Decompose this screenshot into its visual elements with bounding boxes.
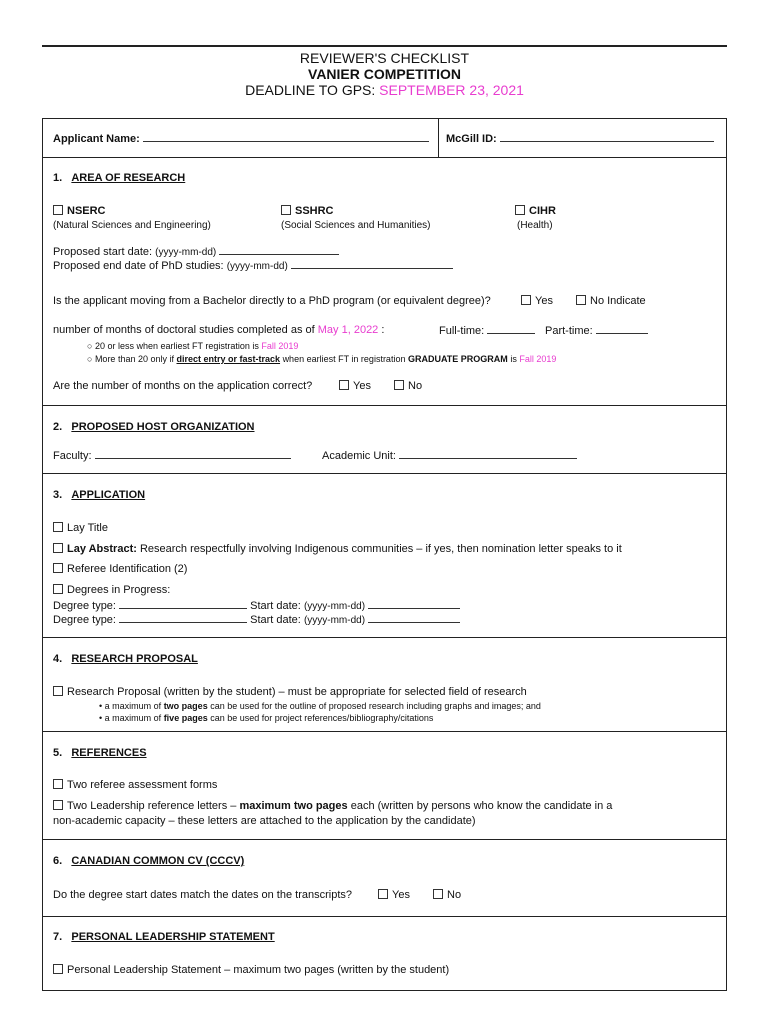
mcgill-id-label: McGill ID: (446, 133, 497, 145)
checkbox-icon (53, 686, 63, 696)
bullet-text: can be used for project references/bibliography/citations (210, 713, 434, 723)
fulltime-line (487, 324, 535, 334)
lay-title-label: Lay Title (67, 522, 108, 534)
divider (43, 916, 726, 917)
section-4-number: 4. (53, 653, 63, 665)
parttime-label: Part-time: (545, 325, 593, 337)
research-proposal-checkbox[interactable] (53, 686, 527, 698)
bullet-program: GRADUATE PROGRAM (407, 354, 508, 364)
checkbox-icon (515, 205, 525, 215)
checkbox-icon (378, 889, 388, 899)
degree-type-label: Degree type: (53, 600, 116, 612)
checklist-frame (42, 118, 727, 991)
section-6-heading (53, 855, 244, 867)
cccv-no-checkbox[interactable] (433, 889, 461, 901)
applicant-name-label: Applicant Name: (53, 133, 140, 145)
divider (43, 473, 726, 474)
divider (43, 637, 726, 638)
divider (43, 157, 726, 158)
cccv-yes-checkbox[interactable] (378, 889, 410, 901)
parttime-field[interactable] (545, 324, 648, 337)
mcgill-id-field[interactable] (446, 132, 714, 145)
degree-row-1[interactable] (53, 599, 460, 612)
lay-abstract-label: Lay Abstract: (67, 543, 137, 555)
leadership-letters-text: each (written by persons who know the candidate in a (350, 800, 613, 812)
degrees-checkbox[interactable] (53, 584, 170, 596)
deadline-date: SEPTEMBER 23, 2021 (379, 82, 524, 98)
bullet-text: is (510, 354, 517, 364)
moving-question: Is the applicant moving from a Bachelor directly to a PhD program (or equivalent degree)? (53, 295, 491, 307)
section-3-number: 3. (53, 489, 63, 501)
section-6-number: 6. (53, 855, 63, 867)
lay-abstract-text: Research respectfully involving Indigenous communities – if yes, then nomination letter speaks to it (139, 543, 622, 555)
bullet-text: a maximum of (104, 713, 162, 723)
leadership-statement-label: Personal Leadership Statement – maximum two pages (written by the student) (67, 964, 450, 976)
date-format: (yyyy-mm-dd) (303, 615, 366, 626)
bullet-text: a maximum of (104, 701, 162, 711)
bullet-term: Fall 2019 (519, 354, 557, 364)
deadline-label: DEADLINE TO GPS: (245, 82, 376, 98)
section-7-title: PERSONAL LEADERSHIP STATEMENT (71, 931, 275, 943)
start-date-label: Start date: (250, 600, 301, 612)
fulltime-field[interactable] (439, 324, 535, 337)
leadership-letters-emphasis: maximum two pages (239, 800, 348, 812)
research-proposal-label: Research Proposal (written by the student) – must be appropriate for selected field of research (67, 686, 527, 698)
cihr-label: CIHR (529, 205, 556, 217)
section-4-heading (53, 653, 198, 665)
months-text: number of months of doctoral studies completed as of (53, 324, 315, 336)
checkbox-icon (433, 889, 443, 899)
yes-label: Yes (392, 889, 410, 901)
sshrc-sub: (Social Sciences and Humanities) (281, 220, 431, 231)
form-title: REVIEWER'S CHECKLIST (299, 50, 470, 66)
leadership-statement-checkbox[interactable] (53, 964, 449, 976)
checkbox-icon (53, 779, 63, 789)
checkbox-icon (339, 380, 349, 390)
degree-type-line (119, 599, 247, 609)
checkbox-icon (53, 964, 63, 974)
section-5-heading (53, 747, 147, 759)
proposal-bullet-1: • a maximum of two pages can be used for the outline of proposed research including graphs and images; and (99, 701, 541, 711)
degree-type-line (119, 613, 247, 623)
lay-abstract-checkbox[interactable] (53, 543, 622, 555)
section-1-heading (53, 172, 185, 184)
bullet-text: can be used for the outline of proposed research including graphs and images; and (210, 701, 541, 711)
leadership-letters-label: Two Leadership reference letters – (67, 800, 237, 812)
checkbox-icon (394, 380, 404, 390)
sshrc-checkbox[interactable] (281, 205, 334, 217)
end-date-line (291, 259, 453, 269)
checkbox-icon (53, 584, 63, 594)
checkbox-icon (53, 800, 63, 810)
section-1-title: AREA OF RESEARCH (71, 172, 186, 184)
checkbox-icon (53, 543, 63, 553)
no-label: No (447, 889, 462, 901)
faculty-field[interactable] (53, 449, 291, 462)
divider (43, 405, 726, 406)
cccv-question: Do the degree start dates match the dates on the transcripts? (53, 889, 353, 901)
bullet-emphasis: direct entry or fast-track (176, 354, 281, 364)
start-date-label: Proposed start date: (53, 246, 153, 258)
section-2-title: PROPOSED HOST ORGANIZATION (71, 421, 255, 433)
section-3-title: APPLICATION (71, 489, 146, 501)
correct-yes-checkbox[interactable] (339, 380, 371, 392)
end-date-label: Proposed end date of PhD studies: (53, 260, 224, 272)
sshrc-label: SSHRC (295, 205, 334, 217)
checkbox-icon (576, 295, 586, 305)
form-subtitle: VANIER COMPETITION (308, 66, 461, 82)
referee-forms-checkbox[interactable] (53, 779, 217, 791)
applicant-name-field[interactable] (53, 132, 429, 145)
leadership-letters-checkbox[interactable] (53, 800, 612, 812)
start-date-line (219, 245, 339, 255)
months-colon: : (381, 324, 385, 336)
checkbox-icon (53, 563, 63, 573)
cihr-checkbox[interactable] (515, 205, 556, 217)
months-date: May 1, 2022 (317, 324, 379, 336)
section-3-heading (53, 489, 145, 501)
cihr-sub: (Health) (517, 220, 553, 231)
academic-unit-label: Academic Unit: (322, 450, 396, 462)
referee-forms-label: Two referee assessment forms (67, 779, 218, 791)
date-format: (yyyy-mm-dd) (226, 261, 288, 272)
bullet-emphasis: five pages (163, 713, 208, 723)
nserc-sub: (Natural Sciences and Engineering) (53, 220, 211, 231)
moving-no-indicate-checkbox[interactable] (576, 295, 646, 307)
nserc-checkbox[interactable] (53, 205, 106, 217)
date-format: (yyyy-mm-dd) (155, 247, 217, 258)
no-indicate-label: No Indicate (590, 295, 646, 307)
section-6-title: CANADIAN COMMON CV (CCCV) (71, 855, 245, 867)
deadline (42, 82, 727, 98)
degree-row-2[interactable] (53, 613, 460, 626)
section-2-heading (53, 421, 255, 433)
bullet-term: Fall 2019 (261, 341, 299, 351)
nserc-label: NSERC (67, 205, 106, 217)
faculty-line (95, 449, 291, 459)
top-rule (42, 45, 727, 47)
checkbox-icon (53, 205, 63, 215)
proposal-bullet-2: • a maximum of five pages can be used for project references/bibliography/citations (99, 713, 434, 723)
bullet-text: when earliest FT in registration (282, 354, 406, 364)
degrees-label: Degrees in Progress: (67, 584, 171, 596)
yes-label: Yes (353, 380, 371, 392)
degree-type-label: Degree type: (53, 614, 116, 626)
start-date-label: Start date: (250, 614, 301, 626)
section-5-title: REFERENCES (71, 747, 147, 759)
months-bullet-1: ○ 20 or less when earliest FT registration is Fall 2019 (87, 341, 299, 351)
academic-unit-field[interactable] (322, 449, 577, 462)
checkbox-icon (53, 522, 63, 532)
section-4-title: RESEARCH PROPOSAL (71, 653, 198, 665)
date-format: (yyyy-mm-dd) (303, 601, 366, 612)
checkbox-icon (521, 295, 531, 305)
academic-unit-line (399, 449, 577, 459)
parttime-line (596, 324, 648, 334)
checkbox-icon (281, 205, 291, 215)
start-date-line (368, 613, 460, 623)
lay-title-checkbox[interactable] (53, 522, 108, 534)
moving-yes-checkbox[interactable] (521, 295, 553, 307)
bullet-emphasis: two pages (163, 701, 208, 711)
no-label: No (408, 380, 423, 392)
mcgill-id-line (500, 132, 714, 142)
months-label (53, 324, 384, 336)
row-divider (438, 119, 439, 157)
divider (43, 731, 726, 732)
referee-checkbox[interactable] (53, 563, 187, 575)
start-date-field[interactable] (53, 245, 339, 258)
start-date-line (368, 599, 460, 609)
correct-no-checkbox[interactable] (394, 380, 422, 392)
fulltime-label: Full-time: (439, 325, 485, 337)
bullet-text: More than 20 only if (94, 354, 174, 364)
yes-label: Yes (535, 295, 553, 307)
leadership-letters-line2: non-academic capacity – these letters are attached to the application by the candidate) (53, 815, 476, 827)
months-bullet-2: ○ More than 20 only if direct entry or fast-track when earliest FT in registration GRADUATE PROGRAM is Fall 2019 (87, 354, 557, 364)
referee-label: Referee Identification (2) (67, 563, 188, 575)
section-2-number: 2. (53, 421, 63, 433)
applicant-name-line (143, 132, 429, 142)
section-1-number: 1. (53, 172, 63, 184)
correct-question: Are the number of months on the application correct? (53, 380, 313, 392)
section-5-number: 5. (53, 747, 63, 759)
divider (43, 839, 726, 840)
end-date-field[interactable] (53, 259, 453, 272)
faculty-label: Faculty: (53, 450, 92, 462)
section-7-heading (53, 931, 275, 943)
bullet-text: 20 or less when earliest FT registration is (94, 341, 259, 351)
section-7-number: 7. (53, 931, 63, 943)
